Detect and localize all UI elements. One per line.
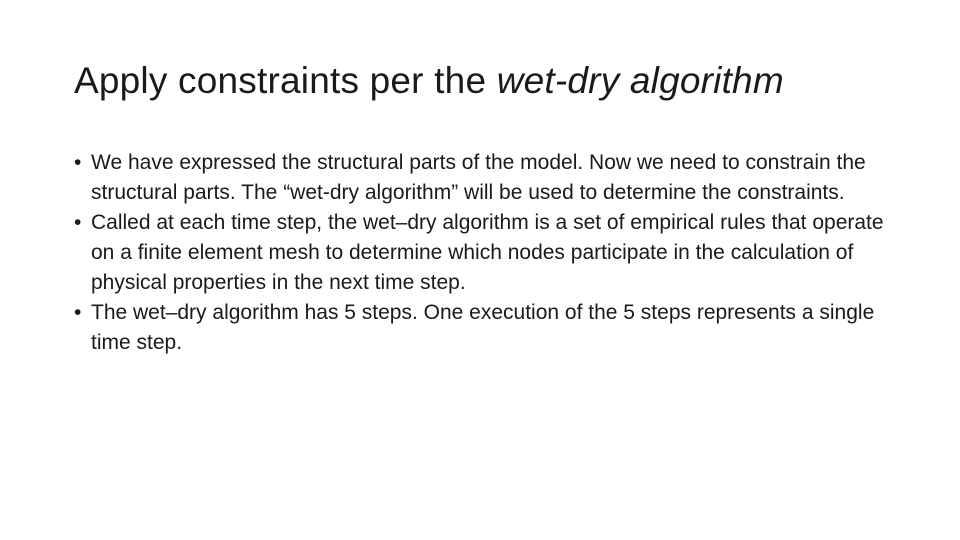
slide-title-plain: Apply constraints per the (74, 60, 497, 101)
bullet-item (74, 148, 904, 208)
slide-body (74, 148, 904, 358)
bullet-item (74, 298, 904, 358)
bullet-text: Called at each time step, the wet–dry algorithm is a set of empirical rules that operate on a finite element mesh to determine which nodes participate in the calculation of physical properties in the next time step. (91, 211, 884, 294)
bullet-marker: • (74, 151, 82, 174)
slide-title (74, 56, 914, 106)
bullet-text: The wet–dry algorithm has 5 steps. One execution of the 5 steps represents a single time step. (91, 301, 875, 354)
bullet-marker: • (74, 301, 82, 324)
bullet-marker: • (74, 211, 82, 234)
bullet-text: We have expressed the structural parts of the model. Now we need to constrain the structural parts. The “wet-dry algorithm” will be used to determine the constraints. (91, 151, 866, 204)
slide-title-italic: wet-dry algorithm (496, 60, 784, 101)
bullet-item (74, 208, 904, 298)
